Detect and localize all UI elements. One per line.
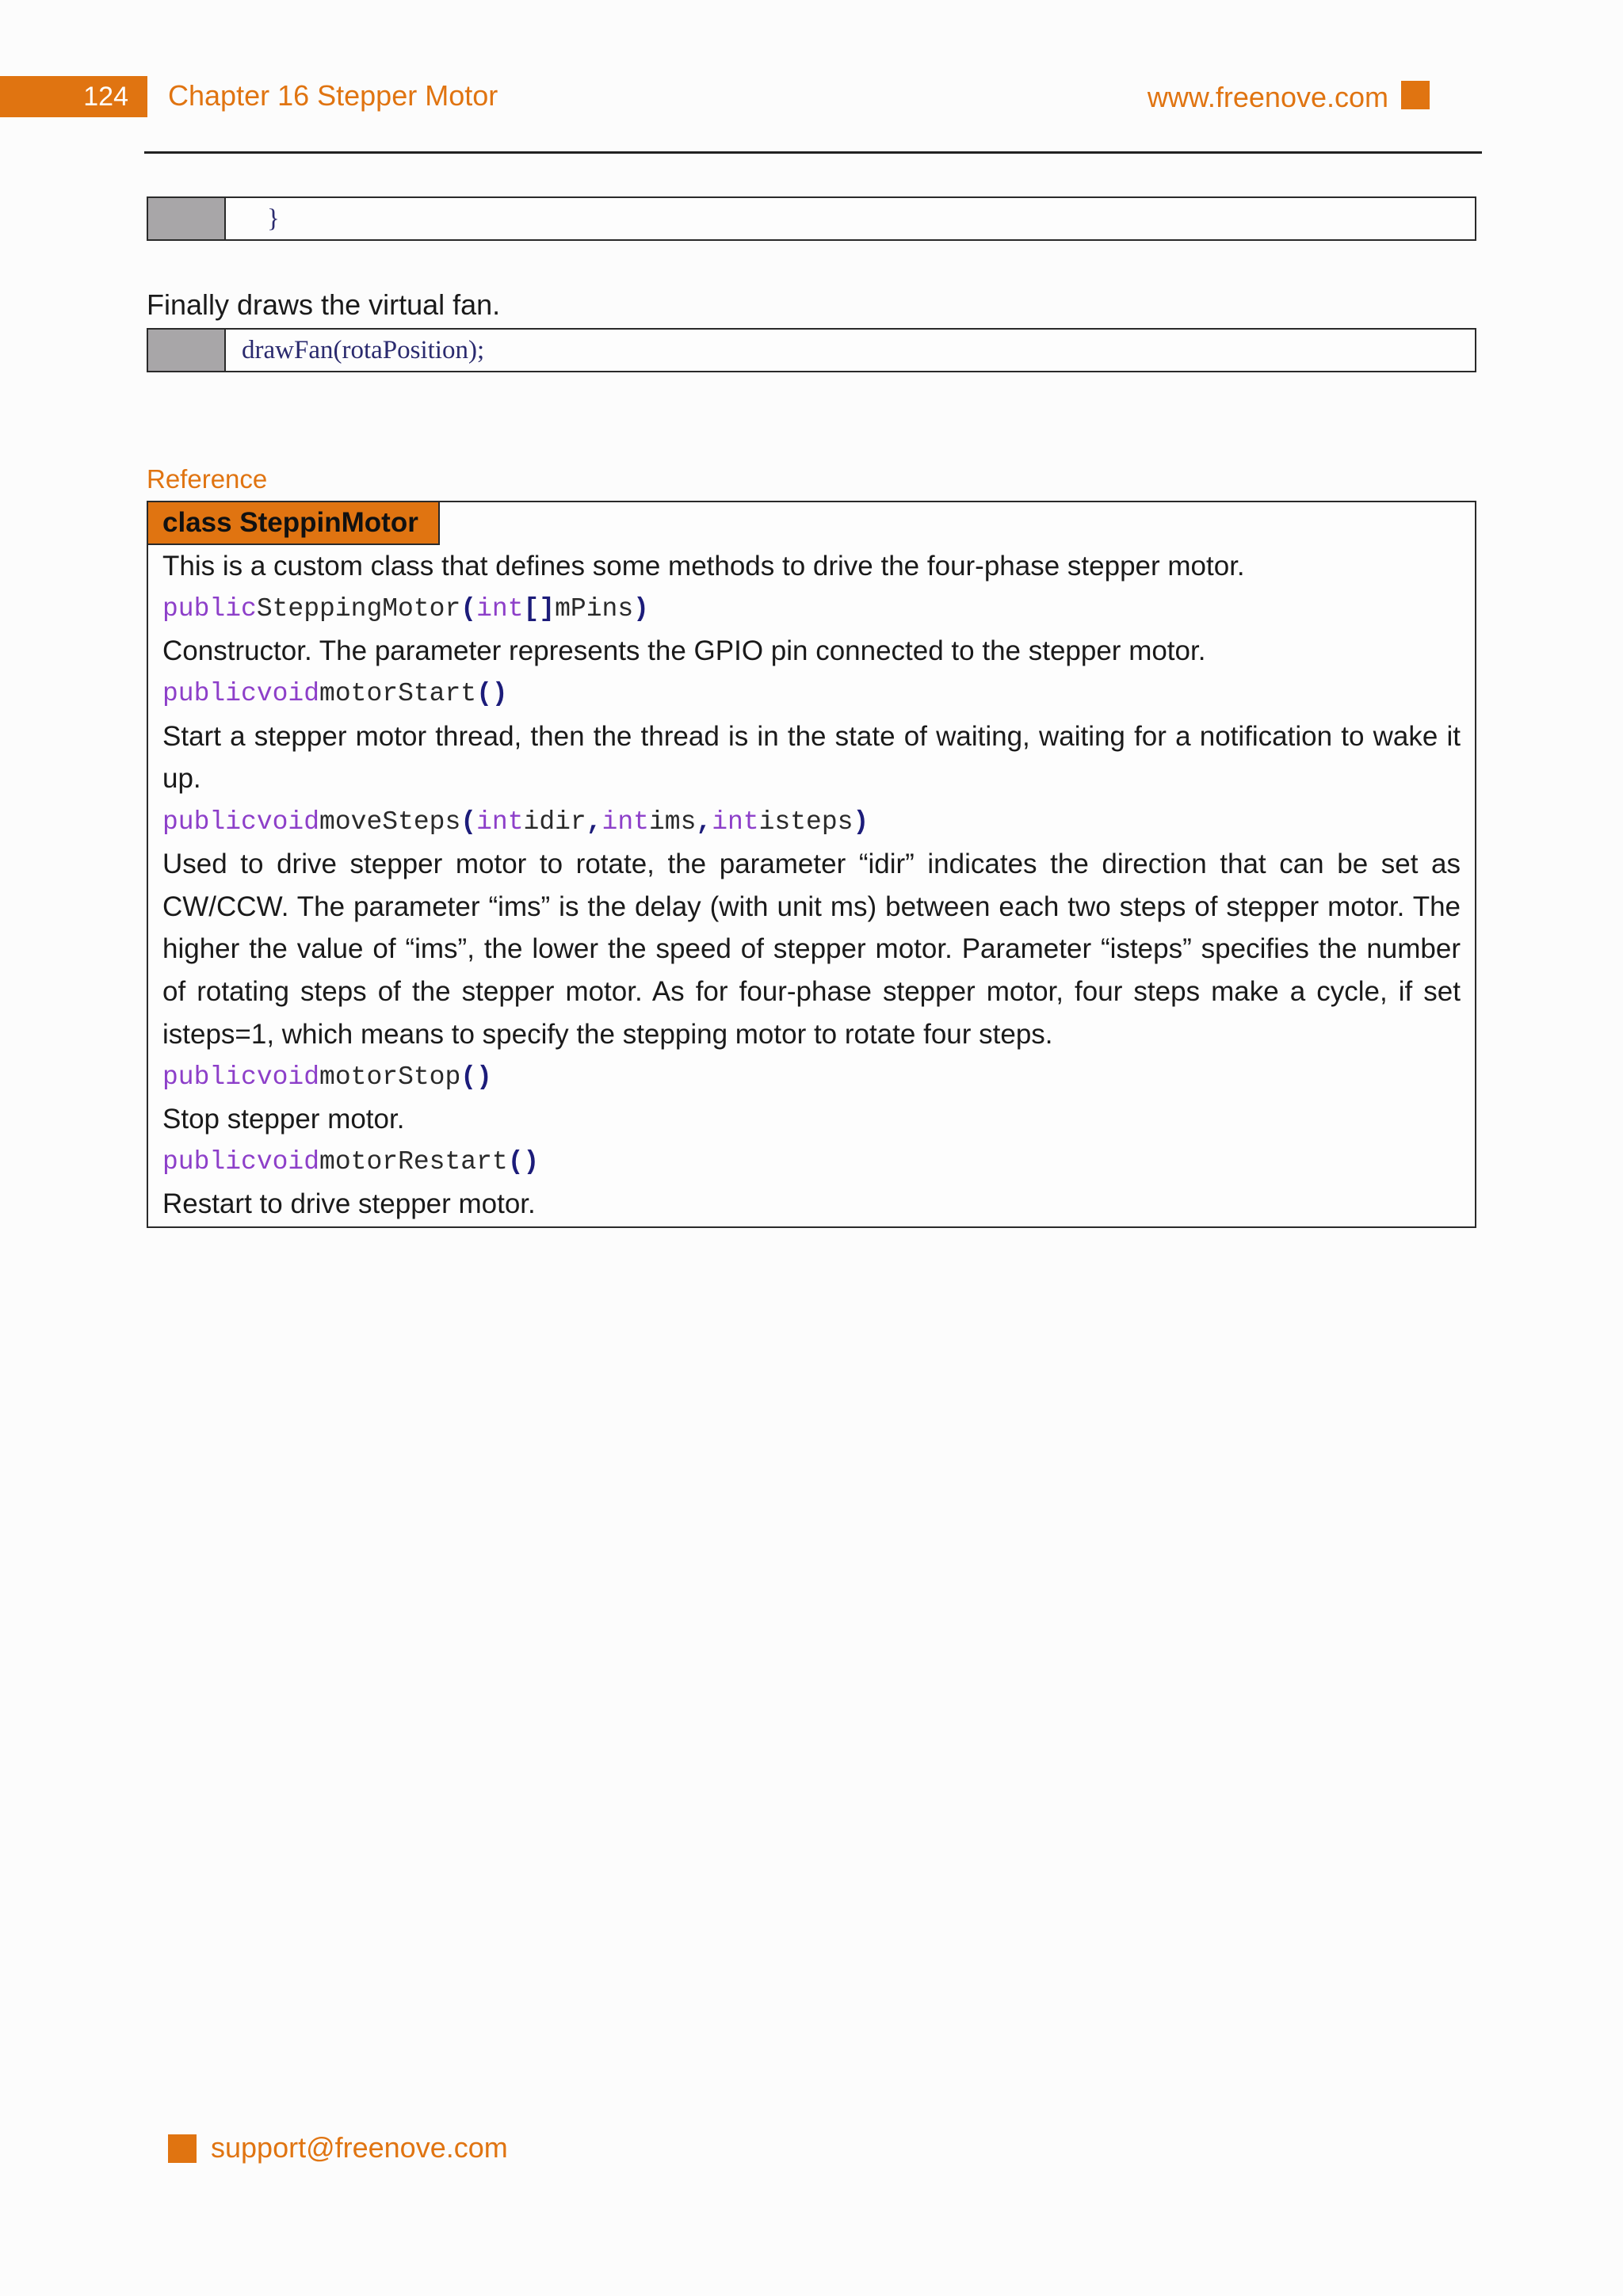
header-divider [144,151,1482,154]
signature-motor-restart [162,1141,1461,1184]
keyword: public [162,807,257,837]
description-motor-restart: Restart to drive stepper motor. [162,1188,536,1220]
param: mPins [555,594,634,624]
keyword: int [476,594,524,624]
param: idir [523,807,586,837]
page-number: 124 [0,76,147,117]
code-gutter [148,198,226,239]
class-description: This is a custom class that defines some methods to drive the four-phase stepper motor. [162,551,1245,582]
description-motor-stop: Stop stepper motor. [162,1104,405,1135]
keyword: void [256,807,320,837]
punct: () [476,679,508,709]
description-motor-start: Start a stepper motor thread, then the thread is in the state of waiting, waiting for a notification to wake it up. [162,720,1461,795]
reference-table [147,501,1476,1228]
punct: [] [523,594,556,624]
keyword: public [162,1062,257,1092]
punct: ( [460,807,477,837]
class-name-header: class SteppinMotor [148,502,440,545]
keyword: void [256,679,320,709]
intro-paragraph: Finally draws the virtual fan. [147,288,501,321]
keyword: int [601,807,649,837]
punct: ) [633,594,649,624]
brand-square-icon [168,2134,197,2163]
support-email-link[interactable]: support@freenove.com [211,2131,508,2164]
signature-constructor [162,588,1461,631]
chapter-title: Chapter 16 Stepper Motor [168,79,498,112]
method-name: motorStart [319,679,477,709]
signature-motor-stop [162,1055,1461,1098]
description-constructor: Constructor. The parameter represents the GPIO pin connected to the stepper motor. [162,635,1206,667]
punct: () [507,1147,540,1177]
punct: , [696,807,712,837]
reference-content [162,545,1461,1226]
keyword: public [162,1147,257,1177]
param: ims [648,807,697,837]
keyword: public [162,594,257,624]
code-gutter [148,330,226,371]
brand-square-icon [1401,81,1430,109]
keyword: int [476,807,524,837]
reference-heading: Reference [147,464,268,494]
description-move-steps: Used to drive stepper motor to rotate, the parameter “idir” indicates the direction that can be set as CW/CCW. The parameter “ims” is the delay (with unit ms) between each two steps of stepper motor. The higher the value of “ims”, the lower the speed of stepper motor. Parameter “isteps” specifies the number of rotating steps of the stepper motor. As for four-phase stepper motor, four steps make a cycle, if set isteps=1, which means to specify the stepping motor to rotate four steps. [162,848,1461,1050]
punct: ( [460,594,477,624]
signature-move-steps [162,800,1461,843]
method-name: motorStop [319,1062,461,1092]
keyword: int [712,807,759,837]
param: isteps [758,807,854,837]
punct: ) [853,807,869,837]
method-name: SteppingMotor [256,594,461,624]
punct: , [586,807,602,837]
code-line: drawFan(rotaPosition); [242,335,485,364]
signature-motor-start [162,673,1461,715]
method-name: motorRestart [319,1147,508,1177]
keyword: public [162,679,257,709]
code-line: } [267,204,280,233]
punct: () [460,1062,492,1092]
code-block-draw-fan [147,328,1476,372]
keyword: void [256,1062,320,1092]
code-block-closing-brace [147,196,1476,241]
site-url-link[interactable]: www.freenove.com [1147,81,1388,113]
method-name: moveSteps [319,807,461,837]
keyword: void [256,1147,320,1177]
